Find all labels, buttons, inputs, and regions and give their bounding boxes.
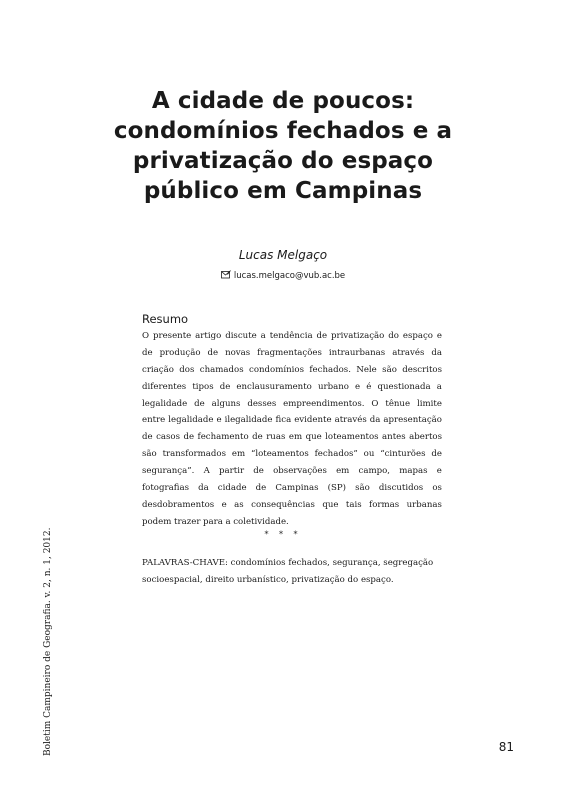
abstract-word: cidade — [217, 483, 247, 494]
abstract-word: presente — [152, 331, 192, 341]
abstract-word: e — [436, 466, 442, 477]
abstract-word: partir — [219, 466, 245, 477]
abstract-word: são — [355, 483, 370, 494]
author-name: Lucas Melgaço — [238, 248, 328, 262]
abstract-line — [142, 480, 442, 497]
abstract-word: segurança”. — [142, 466, 195, 477]
abstract-word: discute — [225, 331, 257, 341]
abstract-line — [142, 328, 442, 345]
abstract-word: fotografias — [142, 483, 189, 494]
abstract-word: loteamentos — [325, 432, 379, 443]
abstract-word: e — [216, 415, 222, 426]
abstract-word: antes — [382, 432, 406, 443]
abstract-line — [142, 446, 442, 463]
abstract-word: da — [198, 483, 209, 494]
abstract-word: limite — [416, 398, 442, 409]
section-separator: * * * — [264, 530, 302, 539]
abstract-word: a — [436, 381, 442, 392]
abstract-word: casos — [156, 432, 180, 443]
abstract-word: que — [305, 432, 322, 443]
abstract-word: consequências — [251, 499, 315, 510]
author-email-row — [0, 270, 566, 282]
abstract-word: coletividade. — [233, 516, 289, 527]
abstract-word: fica — [275, 415, 292, 426]
abstract-word: diferentes — [142, 381, 187, 392]
abstract-word: artigo — [195, 331, 222, 341]
abstract-word: condomínios — [249, 364, 304, 375]
abstract-word: de — [194, 398, 205, 409]
abstract-word: entre — [142, 415, 166, 426]
abstract-word: fechados. — [309, 364, 351, 375]
abstract — [142, 312, 442, 531]
abstract-word: ruas — [266, 432, 286, 443]
abstract-word: apresentação — [383, 415, 442, 426]
abstract-line — [142, 412, 442, 429]
abstract-word: os — [432, 483, 442, 494]
abstract-word: Nele — [356, 364, 377, 375]
page-number: 81 — [498, 740, 514, 754]
abstract-word: ilegalidade — [224, 415, 273, 426]
abstract-line — [142, 396, 442, 413]
title-line: público em Campinas — [143, 178, 423, 204]
abstract-word: através — [334, 415, 367, 426]
abstract-line — [142, 429, 442, 446]
title-line: privatização do espaço — [132, 148, 434, 174]
abstract-word: chamados — [199, 364, 244, 375]
keywords-line: socioespacial, direito urbanístico, privatização do espaço. — [142, 575, 394, 585]
abstract-word: intraurbanas — [328, 347, 386, 358]
abstract-word: “loteamentos — [250, 449, 309, 460]
abstract-word: podem — [142, 516, 172, 527]
abstract-word: evidente — [294, 415, 332, 426]
abstract-word: é — [366, 381, 372, 392]
abstract-word: legalidade — [142, 398, 188, 409]
abstract-word: de — [255, 483, 267, 494]
abstract-body — [142, 328, 442, 531]
author-email[interactable]: lucas.melgaco@vub.ac.be — [233, 271, 346, 281]
abstract-word: a — [260, 331, 266, 341]
abstract-line — [142, 362, 442, 379]
abstract-word: discutidos — [378, 483, 424, 494]
article-title — [60, 86, 506, 206]
abstract-word: urbanas — [406, 499, 442, 510]
envelope-icon — [221, 270, 231, 279]
abstract-word: abertos — [409, 432, 442, 443]
keywords — [142, 555, 442, 589]
abstract-line — [142, 345, 442, 362]
abstract-word: de — [183, 432, 195, 443]
abstract-word: trazer — [174, 516, 201, 527]
abstract-word: de — [316, 331, 328, 341]
title-line: A cidade de poucos: — [151, 88, 415, 114]
abstract-word: de — [431, 449, 442, 460]
abstract-word: de — [252, 432, 263, 443]
title-line: condomínios fechados e a — [113, 118, 453, 144]
abstract-word: fechamento — [197, 432, 249, 443]
abstract-word: que — [322, 499, 339, 510]
abstract-word: para — [203, 516, 223, 527]
abstract-heading: Resumo — [142, 312, 189, 326]
abstract-word: mapas — [399, 466, 428, 477]
abstract-word: através — [392, 347, 425, 358]
abstract-word: alguns — [211, 398, 241, 409]
abstract-word: de — [142, 432, 153, 443]
abstract-word: urbano — [317, 381, 349, 392]
abstract-word: transformados — [162, 449, 227, 460]
abstract-line — [142, 379, 442, 396]
abstract-word: “cinturões — [380, 449, 426, 460]
abstract-word: produção — [159, 347, 201, 358]
abstract-word: dos — [179, 364, 195, 375]
abstract-word: formas — [369, 499, 400, 510]
abstract-word: tendência — [269, 331, 313, 341]
abstract-word: tênue — [385, 398, 411, 409]
abstract-word: de — [207, 347, 219, 358]
abstract-word: em — [231, 449, 246, 460]
abstract-word: tais — [345, 499, 362, 510]
abstract-word: da — [431, 347, 442, 358]
abstract-word: O — [371, 398, 379, 409]
abstract-line — [142, 463, 442, 480]
abstract-line — [142, 514, 442, 531]
abstract-word: privatização — [331, 331, 385, 341]
abstract-line — [142, 497, 442, 514]
abstract-word: de — [253, 466, 264, 477]
abstract-word: questionada — [377, 381, 431, 392]
abstract-word: desdobramentos — [142, 499, 215, 510]
abstract-word: de — [142, 347, 153, 358]
abstract-word: a — [225, 516, 231, 527]
abstract-word: observações — [273, 466, 327, 477]
abstract-word: criação — [142, 364, 174, 375]
abstract-word: e — [221, 499, 227, 510]
abstract-word: do — [388, 331, 399, 341]
abstract-word: enclausuramento — [236, 381, 312, 392]
abstract-word: fragmentações — [257, 347, 322, 358]
abstract-word: A — [203, 466, 210, 477]
journal-citation: Boletim Campineiro de Geografia. v. 2, n. 1, 2012. — [43, 527, 53, 756]
abstract-word: legalidade — [168, 415, 214, 426]
keywords-line: PALAVRAS-CHAVE: condomínios fechados, segurança, segregação — [142, 558, 434, 568]
abstract-word: ou — [363, 449, 375, 460]
abstract-word: de — [219, 381, 231, 392]
abstract-word: tipos — [192, 381, 214, 392]
abstract-word: Campinas — [275, 483, 319, 494]
abstract-word: as — [234, 499, 244, 510]
abstract-word: e — [436, 331, 442, 341]
abstract-word: fechados” — [314, 449, 358, 460]
abstract-word: campo, — [358, 466, 391, 477]
abstract-word: são — [142, 449, 157, 460]
abstract-word: e — [355, 381, 361, 392]
abstract-word: da — [369, 415, 381, 426]
abstract-word: novas — [225, 347, 251, 358]
abstract-word: (SP) — [327, 483, 347, 494]
abstract-word: espaço — [402, 331, 433, 341]
abstract-word: desses — [247, 398, 277, 409]
abstract-word: são — [382, 364, 397, 375]
abstract-word: O — [142, 331, 150, 341]
abstract-word: em — [336, 466, 350, 477]
abstract-word: empreendimentos. — [283, 398, 365, 409]
abstract-word: descritos — [402, 364, 442, 375]
abstract-word: em — [288, 432, 303, 443]
